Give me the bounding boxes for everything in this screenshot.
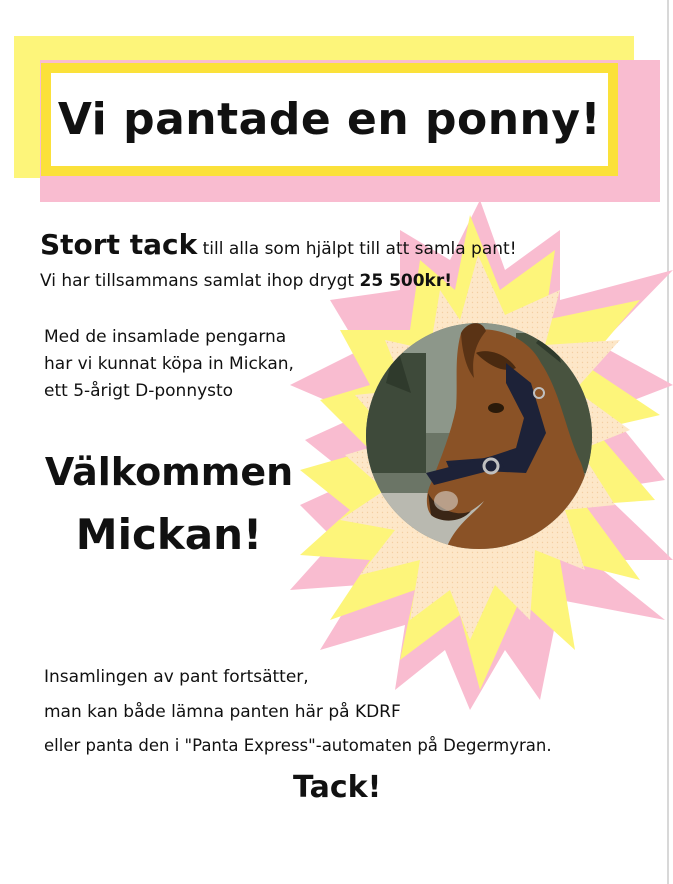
continue-line-1: Insamlingen av pant fortsätter, (44, 667, 309, 687)
pony-photo (366, 323, 592, 549)
thanks-rest-text: till alla som hjälpt till att samla pant! (202, 239, 517, 259)
welcome-line-1: Välkommen (44, 450, 294, 494)
closing-tack: Tack! (293, 770, 382, 805)
continue-line-3: eller panta den i "Panta Express"-automaten på Degermyran. (44, 736, 552, 755)
collected-line (40, 271, 452, 291)
collected-amount: 25 500kr! (359, 271, 453, 291)
collected-prefix: Vi har tillsammans samlat ihop drygt (40, 271, 355, 291)
purchase-line-2: har vi kunnat köpa in Mickan, (44, 354, 294, 374)
stort-tack-heading: Stort tack (40, 228, 198, 261)
purchase-line-1: Med de insamlade pengarna (44, 327, 287, 347)
purchase-line-3: ett 5-årigt D-ponnysto (44, 381, 234, 401)
thanks-line (40, 228, 517, 261)
welcome-line-2: Mickan! (75, 510, 263, 559)
page-title: Vi pantade en ponny! (57, 94, 602, 145)
continue-line-2: man kan både lämna panten här på KDRF (44, 702, 401, 722)
